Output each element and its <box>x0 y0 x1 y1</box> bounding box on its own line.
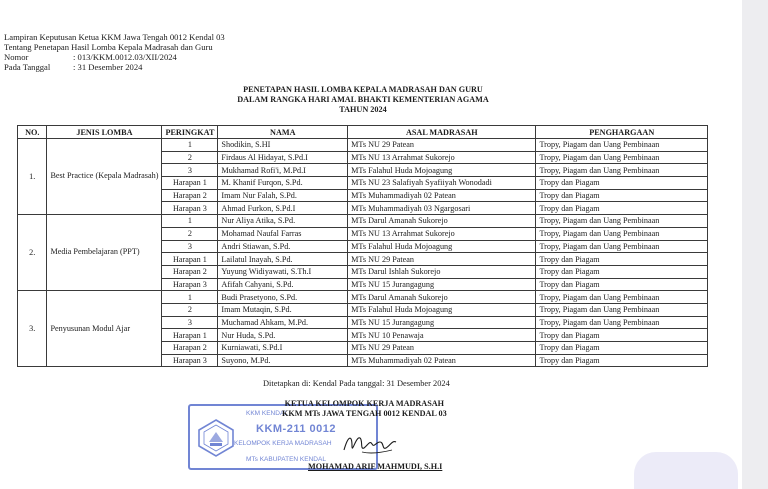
rank-cell: 2 <box>162 151 218 164</box>
group-number: 2. <box>18 215 47 291</box>
col-header-award: PENGHARGAAN <box>536 126 708 139</box>
school-cell: MTs Falahul Huda Mojoagung <box>348 240 536 253</box>
school-cell: MTs Darul Amanah Sukorejo <box>348 215 536 228</box>
award-cell: Tropy dan Piagam <box>536 329 708 342</box>
name-cell: Mukhamad Rofi'i, M.Pd.I <box>218 164 348 177</box>
school-cell: MTs Muhammadiyah 02 Patean <box>348 189 536 202</box>
document-header <box>4 32 225 72</box>
group-number: 3. <box>18 291 47 367</box>
tanggal-value: : 31 Desember 2024 <box>73 62 143 72</box>
name-cell: Afifah Cahyani, S.Pd. <box>218 278 348 291</box>
col-header-rank: PERINGKAT <box>162 126 218 139</box>
school-cell: MTs Muhammadiyah 02 Patean <box>348 354 536 367</box>
stamp-text-org: KELOMPOK KERJA MADRASAH <box>234 440 332 447</box>
award-cell: Tropy dan Piagam <box>536 253 708 266</box>
col-header-school: ASAL MADRASAH <box>348 126 536 139</box>
school-cell: MTs NU 29 Patean <box>348 253 536 266</box>
nomor-label: Nomor <box>4 52 29 62</box>
rank-cell: 1 <box>162 215 218 228</box>
school-cell: MTs Darul Ishlah Sukorejo <box>348 265 536 278</box>
header-nomor <box>4 52 225 62</box>
stamp-text-code: KKM-211 0012 <box>256 423 336 435</box>
name-cell: Imam Nur Falah, S.Pd. <box>218 189 348 202</box>
title-line-1: PENETAPAN HASIL LOMBA KEPALA MADRASAH DAN GURU <box>243 85 483 94</box>
rank-cell: Harapan 2 <box>162 265 218 278</box>
name-cell: Yuyung Widiyawati, S.Th.I <box>218 265 348 278</box>
signatory-block <box>282 399 447 419</box>
document-title <box>0 85 726 116</box>
decree-place-date: Ditetapkan di: Kendal Pada tanggal: 31 Desember 2024 <box>263 379 450 388</box>
signer-name: MOHAMAD ARIF MAHMUDI, S.H.I <box>308 462 443 471</box>
table-row <box>18 215 708 228</box>
school-cell: MTs Falahul Huda Mojoagung <box>348 164 536 177</box>
rank-cell: Harapan 2 <box>162 342 218 355</box>
rank-cell: 2 <box>162 303 218 316</box>
name-cell: Budi Prasetyono, S.Pd. <box>218 291 348 304</box>
title-line-2: DALAM RANGKA HARI AMAL BHAKTI KEMENTERIAN AGAMA <box>237 95 489 105</box>
header-line-subject: Tentang Penetapan Hasil Lomba Kepala Madrasah dan Guru <box>4 42 213 52</box>
competition-category: Penyusunan Modul Ajar <box>47 291 162 367</box>
rank-cell: Harapan 3 <box>162 202 218 215</box>
group-number: 1. <box>18 139 47 215</box>
school-cell: MTs Falahul Huda Mojoagung <box>348 303 536 316</box>
stamp-text-top: KKM KENDAL <box>246 410 288 417</box>
award-cell: Tropy dan Piagam <box>536 177 708 190</box>
header-line-decree: Lampiran Keputusan Ketua KKM Jawa Tengah 0012 Kendal 03 <box>4 32 225 42</box>
rank-cell: 3 <box>162 316 218 329</box>
signatory-org: KKM MTs JAWA TENGAH 0012 KENDAL 03 <box>282 409 447 418</box>
table-row <box>18 139 708 152</box>
handwritten-signature <box>340 428 400 460</box>
name-cell: Kurniawati, S.Pd.I <box>218 342 348 355</box>
award-cell: Tropy, Piagam dan Uang Pembinaan <box>536 291 708 304</box>
name-cell: Firdaus Al Hidayat, S.Pd.I <box>218 151 348 164</box>
award-cell: Tropy dan Piagam <box>536 278 708 291</box>
school-cell: MTs Muhammadiyah 03 Ngargosari <box>348 202 536 215</box>
col-header-no: NO. <box>18 126 47 139</box>
rank-cell: 3 <box>162 240 218 253</box>
rank-cell: Harapan 1 <box>162 177 218 190</box>
rank-cell: Harapan 3 <box>162 354 218 367</box>
nomor-value: : 013/KKM.0012.03/XII/2024 <box>73 52 177 62</box>
rank-cell: 1 <box>162 291 218 304</box>
award-cell: Tropy dan Piagam <box>536 202 708 215</box>
title-line-3: TAHUN 2024 <box>339 105 387 115</box>
table-body <box>18 139 708 367</box>
award-cell: Tropy dan Piagam <box>536 342 708 355</box>
col-header-category: JENIS LOMBA <box>47 126 162 139</box>
award-cell: Tropy dan Piagam <box>536 265 708 278</box>
name-cell: M. Khanif Furqon, S.Pd. <box>218 177 348 190</box>
award-cell: Tropy, Piagam dan Uang Pembinaan <box>536 164 708 177</box>
school-cell: MTs NU 23 Salafiyah Syafiiyah Wonodadi <box>348 177 536 190</box>
school-cell: MTs NU 13 Arrahmat Sukorejo <box>348 151 536 164</box>
results-table <box>17 125 708 367</box>
floating-action-bubble[interactable] <box>634 452 738 489</box>
award-cell: Tropy, Piagam dan Uang Pembinaan <box>536 139 708 152</box>
table-header-row <box>18 126 708 139</box>
name-cell: Suyono, M.Pd. <box>218 354 348 367</box>
rank-cell: 3 <box>162 164 218 177</box>
rank-cell: Harapan 3 <box>162 278 218 291</box>
school-cell: MTs NU 13 Arrahmat Sukorejo <box>348 227 536 240</box>
rank-cell: Harapan 2 <box>162 189 218 202</box>
col-header-name: NAMA <box>218 126 348 139</box>
award-cell: Tropy dan Piagam <box>536 189 708 202</box>
school-cell: MTs NU 29 Patean <box>348 342 536 355</box>
school-cell: MTs NU 15 Jurangagung <box>348 278 536 291</box>
stamp-text-region: MTs KABUPATEN KENDAL <box>246 456 326 463</box>
rank-cell: 1 <box>162 139 218 152</box>
name-cell: Imam Mutaqin, S.Pd. <box>218 303 348 316</box>
ministry-emblem-icon <box>196 418 236 458</box>
competition-category: Media Pembelajaran (PPT) <box>47 215 162 291</box>
award-cell: Tropy, Piagam dan Uang Pembinaan <box>536 316 708 329</box>
school-cell: MTs NU 10 Penawaja <box>348 329 536 342</box>
signatory-title: KETUA KELOMPOK KERJA MADRASAH <box>284 399 445 408</box>
award-cell: Tropy, Piagam dan Uang Pembinaan <box>536 240 708 253</box>
award-cell: Tropy, Piagam dan Uang Pembinaan <box>536 303 708 316</box>
award-cell: Tropy, Piagam dan Uang Pembinaan <box>536 151 708 164</box>
header-tanggal <box>4 62 225 72</box>
name-cell: Muchamad Ahkam, M.Pd. <box>218 316 348 329</box>
school-cell: MTs Darul Amanah Sukorejo <box>348 291 536 304</box>
tanggal-label: Pada Tanggal <box>4 62 51 72</box>
award-cell: Tropy dan Piagam <box>536 354 708 367</box>
award-cell: Tropy, Piagam dan Uang Pembinaan <box>536 227 708 240</box>
school-cell: MTs NU 15 Jurangagung <box>348 316 536 329</box>
name-cell: Lailatul Inayah, S.Pd. <box>218 253 348 266</box>
rank-cell: 2 <box>162 227 218 240</box>
competition-category: Best Practice (Kepala Madrasah) <box>47 139 162 215</box>
school-cell: MTs NU 29 Patean <box>348 139 536 152</box>
name-cell: Mohamad Naufal Farras <box>218 227 348 240</box>
name-cell: Nur Aliya Atika, S.Pd. <box>218 215 348 228</box>
name-cell: Shodikin, S.HI <box>218 139 348 152</box>
table-row <box>18 291 708 304</box>
name-cell: Ahmad Furkon, S.Pd.I <box>218 202 348 215</box>
name-cell: Nur Huda, S.Pd. <box>218 329 348 342</box>
award-cell: Tropy, Piagam dan Uang Pembinaan <box>536 215 708 228</box>
rank-cell: Harapan 1 <box>162 253 218 266</box>
rank-cell: Harapan 1 <box>162 329 218 342</box>
name-cell: Andri Stiawan, S.Pd. <box>218 240 348 253</box>
